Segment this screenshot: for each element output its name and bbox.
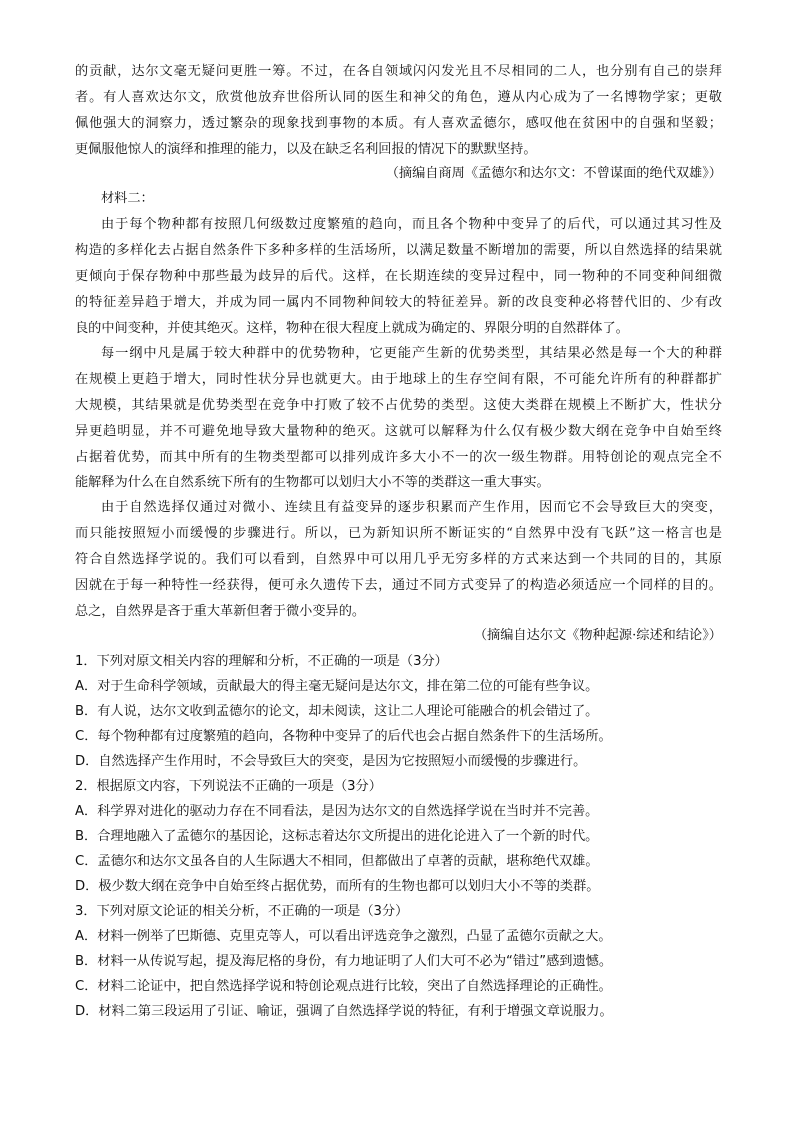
paragraph-line: 因就在于每一种特性一经获得，便可永久遗传下去，通过不同方式变异了的构造必须适应一个同样的目的。 (75, 578, 722, 593)
question-2-stem: 2．根据原文内容，下列说法不正确的一项是（3分） (75, 779, 382, 794)
paragraph-line: 由于自然选择仅通过对微小、连续且有益变异的逐步积累而产生作用，因而它不会导致巨大的突变， (101, 500, 722, 515)
paragraph-line: 由于每个物种都有按照几何级数过度繁殖的趋向，而且各个物种中变异了的后代，可以通过其习性及 (101, 217, 722, 232)
material2-heading: 材料二： (101, 191, 154, 206)
paragraph-line: 占据着优势，而其中所有的生物类型都可以排列成许多大小不一的次一级生物群。用特创论的观点完全不 (75, 450, 722, 465)
question-3-option-a: A．材料一例举了巴斯德、克里克等人，可以看出评选竞争之激烈，凸显了孟德尔贡献之大。 (75, 929, 612, 944)
question-3-option-b: B．材料一从传说写起，提及海尼格的身份，有力地证明了人们大可不必为“错过”感到遗憾。 (75, 954, 613, 969)
paragraph-line: 异更趋明显，并不可避免地导致大量物种的绝灭。这就可以解释为什么仅有极少数大纲在竞争中自始至终 (75, 424, 722, 439)
paragraph-line: 的特征差异趋于增大，并成为同一属内不同物种间较大的特征差异。新的改良变种必将替代旧的、少有改 (75, 295, 722, 310)
paragraph-line: 更倾向于保存物种中那些最为歧异的后代。这样，在长期连续的变异过程中，同一物种的不同变种间细微 (75, 269, 722, 284)
paragraph-line: 在规模上更趋于增大，同时性状分异也就更大。由于地球上的生存空间有限，不可能允许所有的种群都扩 (75, 372, 722, 387)
question-1-stem: 1．下列对原文相关内容的理解和分析，不正确的一项是（3分） (75, 654, 448, 669)
paragraph-line: 而只能按照短小而缓慢的步骤进行。所以，已为新知识所不断证实的“自然界中没有飞跃”这一格言也是 (75, 526, 722, 541)
question-1-option-c: C．每个物种都有过度繁殖的趋向，各物种中变异了的后代也会占据自然条件下的生活场所。 (75, 729, 612, 744)
paragraph-line: 总之，自然界是吝于重大革新但奢于微小变异的。 (75, 604, 366, 619)
source-citation-2: （摘编自达尔文《物种起源·综述和结论》） (473, 628, 722, 643)
question-2-option-b: B．合理地融入了孟德尔的基因论，这标志着达尔文所提出的进化论进入了一个新的时代。 (75, 829, 599, 844)
material1-line: 者。有人喜欢达尔文，欣赏他放弃世俗所认同的医生和神父的角色，遵从内心成为了一名博物学家；更敬 (75, 90, 722, 105)
question-3-stem: 3．下列对原文论证的相关分析，不正确的一项是（3分） (75, 904, 409, 919)
material1-line: 的贡献，达尔文毫无疑问更胜一筹。不过，在各自领域闪闪发光且不尽相同的二人，也分别有自己的崇拜 (75, 64, 722, 79)
question-3-option-c: C．材料二论证中，把自然选择学说和特创论观点进行比较，突出了自然选择理论的正确性。 (75, 979, 612, 994)
material1-line: 佩他强大的洞察力，透过繁杂的现象找到事物的本质。有人喜欢孟德尔，感叹他在贫困中的自强和坚毅； (75, 116, 722, 131)
question-3-option-d: D．材料二第三段运用了引证、喻证，强调了自然选择学说的特征，有利于增强文章说服力。 (75, 1004, 613, 1019)
paragraph-line: 大规模，其结果就是优势类型在竞争中打败了较不占优势的类型。这使大类群在规模上不断扩大，性状分 (75, 398, 722, 413)
paragraph-line: 构造的多样化去占据自然条件下多种多样的生活场所，以满足数量不断增加的需要，所以自然选择的结果就 (75, 243, 722, 258)
question-1-option-b: B．有人说，达尔文收到孟德尔的论文，却未阅读，这让二人理论可能融合的机会错过了。 (75, 704, 599, 719)
question-1-option-d: D．自然选择产生作用时，不会导致巨大的突变，是因为它按照短小而缓慢的步骤进行。 (75, 754, 587, 769)
question-1-option-a: A．对于生命科学领域，贡献最大的得主毫无疑问是达尔文，排在第二位的可能有些争议。 (75, 679, 599, 694)
question-2-option-d: D．极少数大纲在竞争中自始至终占据优势，而所有的生物也都可以划归大小不等的类群。 (75, 879, 600, 894)
paragraph-line: 每一纲中凡是属于较大种群中的优势物种，它更能产生新的优势类型，其结果必然是每一个大的种群 (101, 346, 722, 361)
material1-line: 更佩服他惊人的演绎和推理的能力，以及在缺乏名利回报的情况下的默默坚持。 (75, 142, 537, 157)
source-citation-1: （摘编自商周《孟德尔和达尔文：不曾谋面的绝代双雄》） (385, 166, 722, 181)
paragraph-line: 良的中间变种，并使其绝灭。这样，物种在很大程度上就成为确定的、界限分明的自然群体了。 (75, 321, 629, 336)
question-2-option-c: C．孟德尔和达尔文虽各自的人生际遇大不相同，但都做出了卓著的贡献，堪称绝代双雄。 (75, 854, 599, 869)
question-2-option-a: A．科学界对进化的驱动力存在不同看法，是因为达尔文的自然选择学说在当时并不完善。 (75, 804, 599, 819)
paragraph-line: 符合自然选择学说的。我们可以看到，自然界中可以用几乎无穷多样的方式来达到一个共同的目的，其原 (75, 552, 722, 567)
paragraph-line: 能解释为什么在自然系统下所有的生物都可以划归大小不等的类群这一重大事实。 (75, 475, 550, 490)
